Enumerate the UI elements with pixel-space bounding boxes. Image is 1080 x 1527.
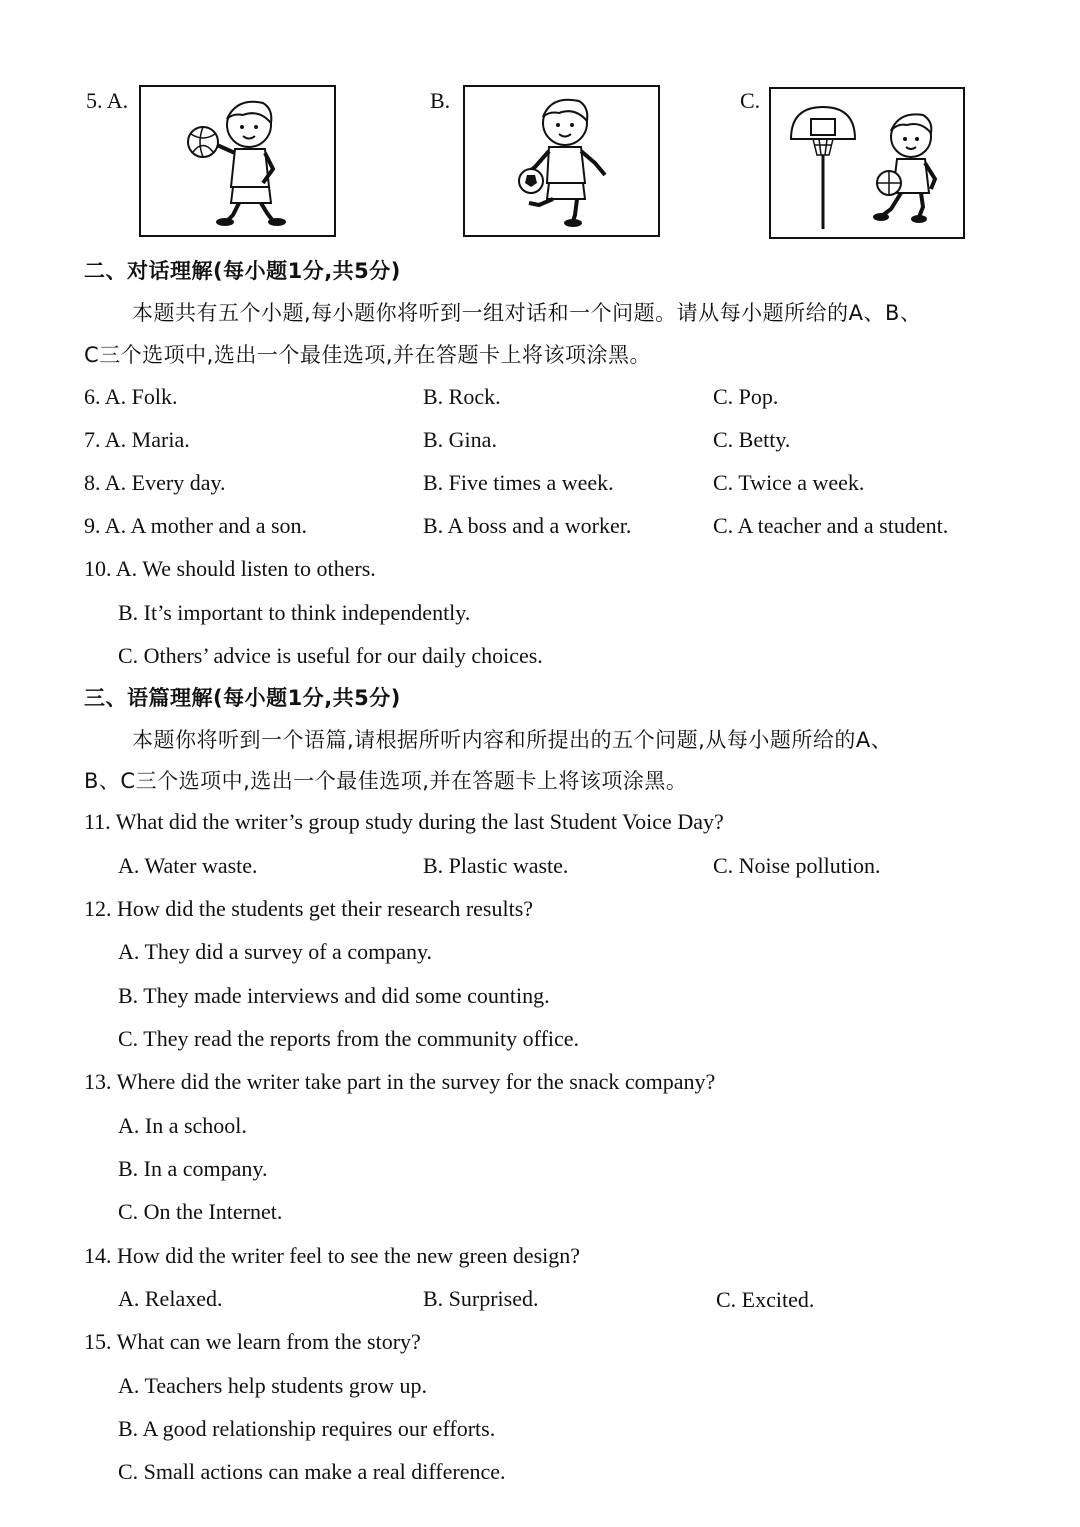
q10-option-a: 10. A. We should listen to others. (84, 556, 376, 581)
q5-option-b-image (463, 85, 660, 237)
q6-option-b: B. Rock. (423, 384, 501, 409)
q12-option-a: A. They did a survey of a company. (118, 939, 433, 964)
section3-heading: 三、语篇理解(每小题1分,共5分) (84, 686, 401, 710)
q11-option-c: C. Noise pollution. (713, 853, 881, 878)
basketball-boy-icon (771, 89, 963, 237)
q5-option-c-image (769, 87, 965, 239)
volleyball-boy-icon (141, 87, 334, 235)
q14-stem: 14. How did the writer feel to see the new green design? (84, 1243, 581, 1268)
section2-instructions-line2: C三个选项中,选出一个最佳选项,并在答题卡上将该项涂黑。 (84, 343, 652, 367)
q13-option-a: A. In a school. (118, 1113, 247, 1138)
q9-option-a: 9. A. A mother and a son. (84, 513, 308, 538)
q10-option-c: C. Others’ advice is useful for our daily choices. (118, 643, 543, 668)
q5-option-c-letter: C. (740, 88, 761, 113)
q8-option-b: B. Five times a week. (423, 470, 614, 495)
q11-stem: 11. What did the writer’s group study during the last Student Voice Day? (84, 809, 724, 834)
section3-instructions-line1: 本题你将听到一个语篇,请根据所听内容和所提出的五个问题,从每小题所给的A、 (132, 728, 893, 752)
q13-stem: 13. Where did the writer take part in the survey for the snack company? (84, 1069, 716, 1094)
section3-instructions-line2: B、C三个选项中,选出一个最佳选项,并在答题卡上将该项涂黑。 (84, 769, 688, 793)
q14-option-c: C. Excited. (716, 1287, 815, 1312)
q15-stem: 15. What can we learn from the story? (84, 1329, 421, 1354)
q7-option-b: B. Gina. (423, 427, 497, 452)
soccer-boy-icon (465, 87, 658, 235)
q12-option-b: B. They made interviews and did some counting. (118, 983, 550, 1008)
q8-option-c: C. Twice a week. (713, 470, 865, 495)
q13-option-c: C. On the Internet. (118, 1199, 283, 1224)
q6-option-a: 6. A. Folk. (84, 384, 178, 409)
q7-option-a: 7. A. Maria. (84, 427, 190, 452)
q9-option-b: B. A boss and a worker. (423, 513, 632, 538)
q8-option-a: 8. A. Every day. (84, 470, 226, 495)
q5-option-b-letter: B. (430, 88, 451, 113)
q11-option-a: A. Water waste. (118, 853, 258, 878)
q15-option-a: A. Teachers help students grow up. (118, 1373, 428, 1398)
q14-option-a: A. Relaxed. (118, 1286, 223, 1311)
q12-option-c: C. They read the reports from the community office. (118, 1026, 580, 1051)
section2-heading: 二、对话理解(每小题1分,共5分) (84, 259, 401, 283)
q15-option-b: B. A good relationship requires our efforts. (118, 1416, 496, 1441)
q10-option-b: B. It’s important to think independently. (118, 600, 471, 625)
section2-instructions-line1: 本题共有五个小题,每小题你将听到一组对话和一个问题。请从每小题所给的A、B、 (132, 301, 922, 325)
q5-label: 5. A. (86, 88, 129, 113)
q15-option-c: C. Small actions can make a real difference. (118, 1459, 506, 1484)
q9-option-c: C. A teacher and a student. (713, 513, 949, 538)
q11-option-b: B. Plastic waste. (423, 853, 569, 878)
q6-option-c: C. Pop. (713, 384, 779, 409)
q12-stem: 12. How did the students get their research results? (84, 896, 534, 921)
q13-option-b: B. In a company. (118, 1156, 268, 1181)
q5-option-a-image (139, 85, 336, 237)
q7-option-c: C. Betty. (713, 427, 791, 452)
q14-option-b: B. Surprised. (423, 1286, 539, 1311)
